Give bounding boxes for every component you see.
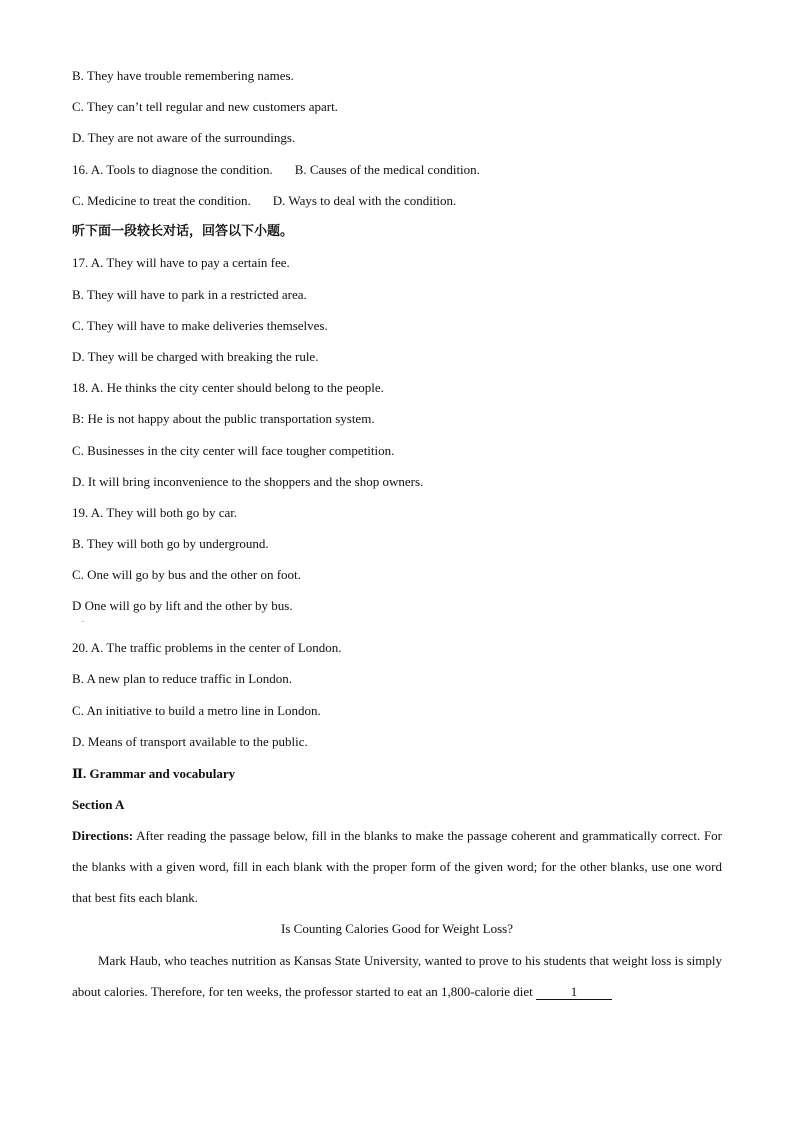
q16-row-1 (72, 162, 480, 178)
q15-option-d: D. They are not aware of the surroundings. (72, 130, 296, 145)
q17-option-c: C. They will have to make deliveries themselves. (72, 318, 328, 333)
q16-option-d: D. Ways to deal with the condition. (272, 193, 457, 208)
stray-dot: . (82, 616, 84, 624)
q20-option-b: B. A new plan to reduce traffic in London. (72, 671, 292, 686)
q18-option-a: 18. A. He thinks the city center should belong to the people. (72, 380, 384, 395)
q18-option-c: C. Businesses in the city center will face tougher competition. (72, 443, 395, 458)
q15-option-c: C. They can’t tell regular and new customers apart. (72, 99, 338, 114)
passage-paragraph (72, 945, 722, 1007)
directions-label: Directions: (72, 828, 134, 843)
q19-option-b: B. They will both go by underground. (72, 536, 269, 551)
q20-option-d: D. Means of transport available to the public. (72, 734, 308, 749)
q17-option-d: D. They will be charged with breaking the rule. (72, 349, 319, 364)
q15-option-b: B. They have trouble remembering names. (72, 68, 294, 83)
q17-option-b: B. They will have to park in a restricted area. (72, 287, 307, 302)
instruction-cn: 听下面一段较长对话，回答以下小题。 (72, 224, 294, 239)
q18-option-b: B: He is not happy about the public transportation system. (72, 411, 375, 426)
directions-text: After reading the passage below, fill in the blanks to make the passage coherent and grammatically correct. For the blanks with a given word, fill in each blank with the proper form of the given word; for the other blanks, use one word that best fits each blank. (72, 828, 722, 905)
q19-option-d: D One will go by lift and the other by bus. (72, 598, 293, 613)
blank-1[interactable]: 1 (536, 985, 612, 1000)
q18-option-d: D. It will bring inconvenience to the shoppers and the shop owners. (72, 474, 424, 489)
q19-option-c: C. One will go by bus and the other on foot. (72, 567, 301, 582)
section-a-heading: Section A (72, 797, 125, 812)
q20-option-a: 20. A. The traffic problems in the center of London. (72, 640, 342, 655)
q16-option-c: C. Medicine to treat the condition. (72, 193, 251, 208)
passage-title: Is Counting Calories Good for Weight Loss? (281, 921, 513, 936)
q16-option-a: 16. A. Tools to diagnose the condition. (72, 162, 273, 177)
q16-row-2 (72, 193, 456, 209)
q19-option-a: 19. A. They will both go by car. (72, 505, 238, 520)
passage-text: Mark Haub, who teaches nutrition as Kansas State University, wanted to prove to his students that weight loss is simply about calories. Therefore, for ten weeks, the professor started to eat an 1,800-calorie diet (72, 953, 722, 999)
q17-option-a: 17. A. They will have to pay a certain fee. (72, 255, 290, 270)
q16-option-b: B. Causes of the medical condition. (294, 162, 480, 177)
section-heading: Ⅱ. Grammar and vocabulary (72, 766, 236, 781)
q20-option-c: C. An initiative to build a metro line in London. (72, 703, 321, 718)
directions (72, 820, 722, 913)
